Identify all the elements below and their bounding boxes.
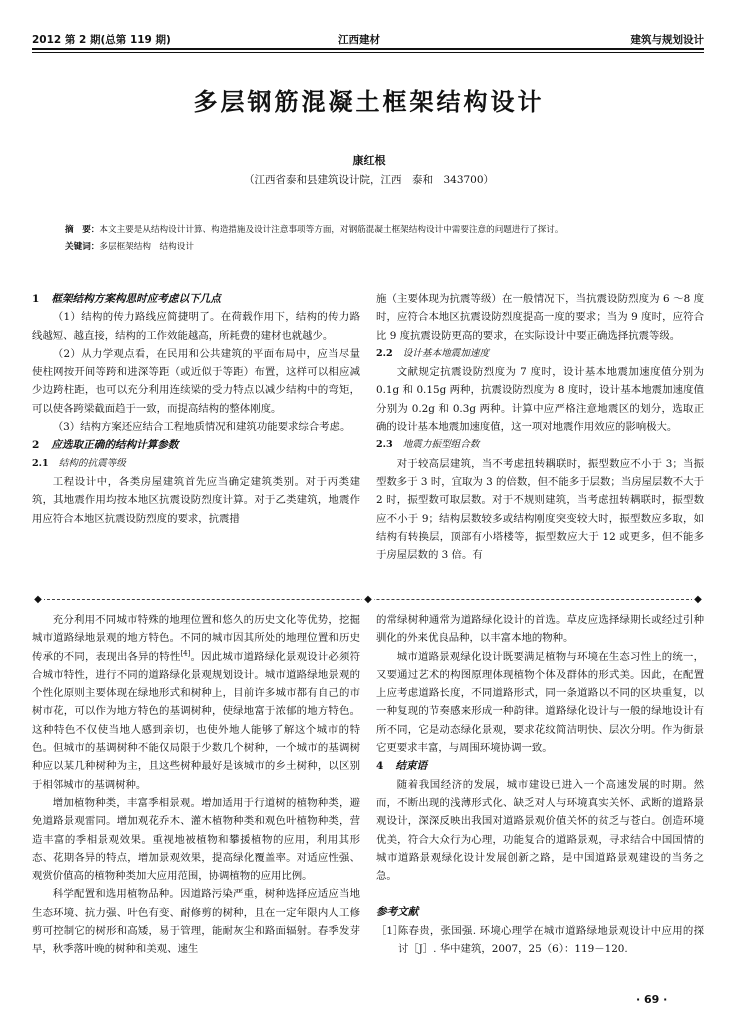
keywords [65, 240, 685, 252]
paragraph: 科学配置和选用植物品种。因道路污染严重，树种选择应适应当地生态环境、抗力强、叶色有变、耐修剪的树种，且在一定年限内人工修剪可控制它的树形和高矮，易于管理，能耐灰尘和路面辐射。春季发芽早，秋季落叶晚的树种和美观、速生 [32, 888, 360, 956]
running-header [32, 30, 704, 48]
abstract-label: 摘 要： [65, 225, 100, 235]
article-title: 多层钢筋混凝土框架结构设计 [193, 87, 545, 116]
header-rule-thick [32, 48, 704, 50]
paragraph: （3）结构方案还应结合工程地质情况和建筑功能要求综合考虑。 [52, 421, 351, 434]
paragraph: 施（主要体现为抗震等级）在一般情况下，当抗震设防烈度为 6 ～8 度时，应符合本地区抗震设防烈度提高一度的要求；当为 9 度时，应符合比 9 度抗震设防更高的要求，在实际设计中要正确选择抗震等级。 [376, 293, 704, 342]
page-number: · 69 · [636, 993, 668, 1006]
paragraph: 对于较高层建筑，当不考虑扭转耦联时，振型数应不小于 3；当振型数多于 3 时，宜取为 3 的倍数，但不能多于层数；当房屋层数不大于 2 时，振型数可取层数。对于不规则建筑，当考虑扭转耦联时，振型数应不小于 9；结构层数较多或结构刚度突变较大时，振型数应多取，如结构有转换层，顶部有小塔楼等，振型数应大于 12 或更多，但不能多于房屋层数的 3 倍。有 [376, 457, 704, 562]
abstract-text: 本文主要是从结构设计计算、构造措施及设计注意事项等方面，对钢筋混凝土框架结构设计中需要注意的问题进行了探讨。 [99, 225, 564, 235]
lower-right-column [376, 611, 704, 958]
upper-right-column [376, 290, 704, 564]
paragraph: 增加植物种类，丰富季相景观。增加适用于行道树的植物种类，避免道路景观雷同。增加观花乔木、灌木植物种类和观色叶植物种类，营造丰富的季相景观效果。重视地被植物和攀援植物的应用，利用其形态、花期各异的特点，增加景观效果，提高绿化覆盖率。对适应性强、观赏价值高的植物种类加大应用范围，协调植物的应用比例。 [32, 796, 360, 883]
header-rule-thin [32, 52, 704, 53]
paragraph: （2）从力学观点看，在民用和公共建筑的平面布局中，应当尽量使柱网按开间等跨和进深等距（或近似于等距）布置，这样可以相应减少边跨柱距，也可以充分利用连续梁的受力特点以减少结构中的弯矩，可以使各跨梁截面趋于一致，而提高结构的整体刚度。 [32, 347, 360, 415]
keywords-label: 关键词： [65, 242, 100, 252]
paragraph: （1）结构的传力路线应简捷明了。在荷载作用下，结构的传力路线越短、越直接，结构的工作效能越高，所耗费的建材也就越少。 [32, 311, 360, 342]
section-heading-1: 1 框架结构方案构思时应考虑以下几点 [32, 293, 221, 305]
section-heading-2: 2 应选取正确的结构计算参数 [32, 439, 179, 452]
abstract [65, 223, 685, 235]
journal-name: 江西建材 [338, 34, 380, 46]
paragraph: 随着我国经济的发展，城市建设已进入一个高速发展的时期。然而，不断出现的浅薄形式化、缺乏对人与环境真实关怀、武断的道路景观设计，深深反映出我国对道路景观价值关怀的贫乏与苍白。创造环境优美，符合大众行为心理，功能复合的道路景观，寻求结合中国国情的城市道路景观绿化设计发展创新之路，是中国道路景观建设的当务之急。 [376, 778, 704, 883]
paragraph: 的常绿树种通常为道路绿化设计的首选。草皮应选择绿期长或经过引种驯化的外来优良品种，以丰富本地的物种。 [376, 614, 704, 645]
journal-issue: 2012 第 2 期(总第 119 期) [32, 34, 171, 46]
paragraph: 文献规定抗震设防烈度为 7 度时，设计基本地震加速度值分别为 0.1g 和 0.15g 两种，抗震设防烈度为 8 度时，设计基本地震加速度值分别为 0.2g 和 0.3g 两种。计算中应严格注意地震区的划分，选取正确的设计基本地震加速度值，这一项对地震作用效应的影响极大。 [376, 366, 704, 434]
paragraph: 城市道路景观绿化设计既要满足植物与环境在生态习性上的统一，又要通过艺术的构图原理体现植物个体及群体的形式美。因此，在配置上应考虑道路长度，不同道路形式，同一条道路以不同的区块重复，以一种复现的节奏感来形成一种韵律。道路绿化设计与一般的绿地设计有所不同，它是动态绿化景观，要求花纹简洁明快、层次分明。作为街景它更要求丰富，与周围环境协调一致。 [376, 650, 704, 755]
keywords-text: 多层框架结构 结构设计 [99, 242, 194, 252]
citation-mark: [4] [180, 649, 191, 658]
section-heading-4: 4 结束语 [376, 760, 428, 773]
reference-item: ［1］ 陈春贵，张国强. 环境心理学在城市道路绿地景观设计中应用的探讨［J］. 华中建筑，2007，25（6）：119－120. [376, 924, 704, 956]
upper-left-column [32, 290, 360, 528]
section-name: 建筑与规划设计 [630, 34, 704, 46]
author-affiliation: （江西省泰和县建筑设计院，江西 泰和 343700） [243, 174, 495, 186]
author-name: 康红根 [352, 154, 386, 167]
article-separator: ◆ ◆ ◆ [32, 599, 704, 600]
subsection-heading-2-2: 2.2 设计基本地震加速度 [376, 347, 490, 359]
paragraph: 充分利用不同城市特殊的地理位置和悠久的历史文化等优势，挖掘城市道路绿地景观的地方特色。不同的城市因其所处的地理位置和历史传承的不同，表现出各异的特性[4]。因此城市道路绿化景观设计必须符合城市特性，进行不同的道路绿化景观规划设计。城市道路绿地景观的个性化原则主要体现在绿地形式和树种上，目前许多城市都有自己的市树市花，可以作为地方特色的基调树种，使绿地富于浓郁的地方特色。这种特色不仅使当地人感到亲切，也使外地人能够了解这个城市的特色。但城市的基调树种不能仅局限于少数几个树种，一个城市的基调树种应以某几种树种为主，且这些树种最好是该城市的乡土树种，以区别于相邻城市的基调树种。 [32, 614, 360, 791]
subsection-heading-2-3: 2.3 地震力振型组合数 [376, 439, 480, 451]
lower-left-column [32, 611, 360, 959]
references-heading: 参考文献 [376, 906, 419, 919]
paragraph: 工程设计中，各类房屋建筑首先应当确定建筑类别。对于丙类建筑，其地震作用均按本地区抗震设防烈度计算。对于乙类建筑，地震作用应符合本地区抗震设防烈度的要求，抗震措 [32, 475, 360, 525]
subsection-heading-2-1: 2.1 结构的抗震等级 [32, 457, 126, 469]
